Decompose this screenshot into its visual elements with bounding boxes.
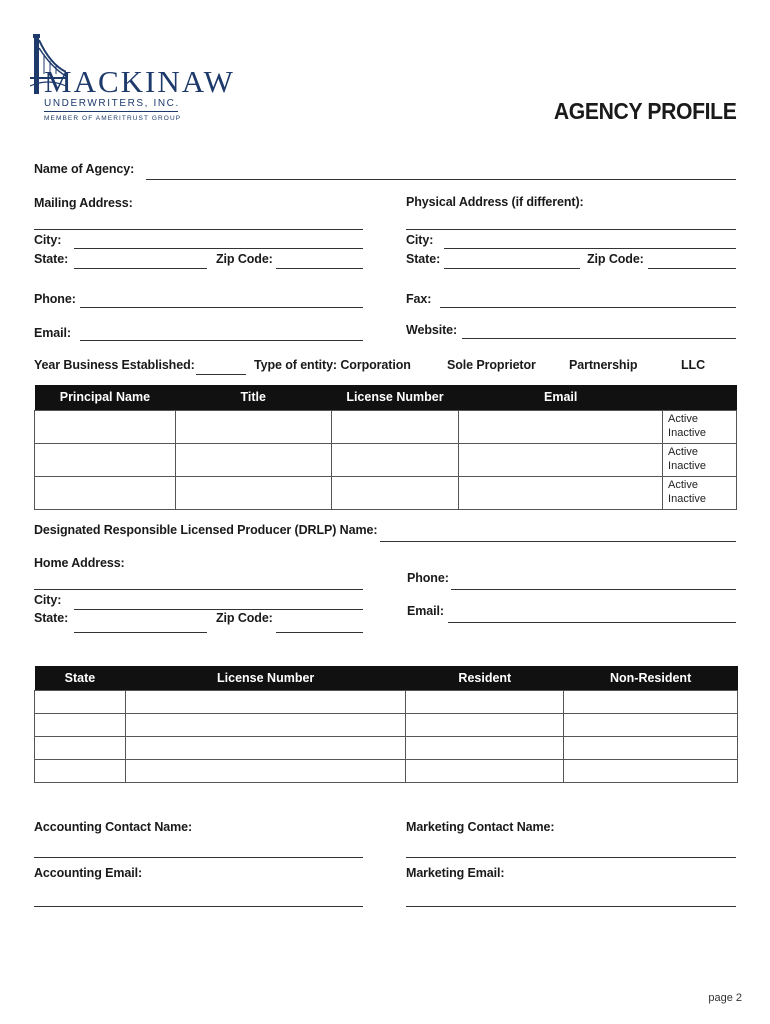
licenses-table: [34, 666, 738, 783]
resident-cell[interactable]: [406, 690, 564, 713]
home-address-label: Home Address:: [34, 556, 125, 570]
mailing-address-field[interactable]: [34, 229, 363, 230]
state-cell[interactable]: [35, 690, 126, 713]
year-established-label: Year Business Established:: [34, 358, 195, 372]
col-license-number: License Number: [125, 666, 406, 690]
marketing-contact-label: Marketing Contact Name:: [406, 820, 555, 834]
website-field[interactable]: [462, 338, 736, 339]
status-cell: [663, 476, 737, 509]
entity-type-label: Type of entity: Corporation: [254, 358, 411, 372]
principal-title-cell[interactable]: [175, 476, 331, 509]
col-state: State: [35, 666, 126, 690]
principal-name-cell[interactable]: [35, 476, 176, 509]
mailing-zip-field[interactable]: [276, 268, 363, 269]
status-active[interactable]: Active: [668, 479, 698, 491]
accounting-contact-label: Accounting Contact Name:: [34, 820, 193, 834]
col-resident: Resident: [406, 666, 564, 690]
brand-subtitle: UNDERWRITERS, INC.: [44, 98, 180, 109]
non-resident-cell[interactable]: [564, 690, 738, 713]
license-number-cell[interactable]: [125, 736, 406, 759]
mailing-city-label: City:: [34, 233, 62, 247]
year-established-field[interactable]: [196, 374, 246, 375]
phone-field[interactable]: [80, 307, 363, 308]
agency-name-label: Name of Agency:: [34, 162, 135, 176]
status-cell: [663, 443, 737, 476]
col-non-resident: Non-Resident: [564, 666, 738, 690]
page-number: page 2: [708, 992, 742, 1004]
col-email: Email: [459, 385, 663, 410]
physical-state-label: State:: [406, 252, 441, 266]
brand-divider: [44, 111, 178, 112]
table-row: [35, 759, 738, 782]
principal-email-cell[interactable]: [459, 410, 663, 443]
table-row: [35, 443, 737, 476]
principal-email-cell[interactable]: [459, 476, 663, 509]
drlp-phone-field[interactable]: [451, 589, 736, 590]
physical-address-label: Physical Address (if different):: [406, 195, 584, 209]
drlp-name-field[interactable]: [380, 541, 736, 542]
col-principal-name: Principal Name: [35, 385, 176, 410]
drlp-state-label: State:: [34, 611, 69, 625]
state-cell[interactable]: [35, 736, 126, 759]
physical-zip-label: Zip Code:: [587, 252, 644, 266]
marketing-email-field[interactable]: [406, 906, 736, 907]
license-number-cell[interactable]: [125, 690, 406, 713]
license-number-cell[interactable]: [125, 759, 406, 782]
non-resident-cell[interactable]: [564, 759, 738, 782]
accounting-contact-field[interactable]: [34, 857, 363, 858]
principal-title-cell[interactable]: [175, 410, 331, 443]
non-resident-cell[interactable]: [564, 713, 738, 736]
page-title: AGENCY PROFILE: [553, 98, 736, 124]
website-label: Website:: [406, 323, 458, 337]
marketing-contact-field[interactable]: [406, 857, 736, 858]
status-inactive[interactable]: Inactive: [668, 426, 706, 439]
principal-license-cell[interactable]: [331, 410, 459, 443]
phone-label: Phone:: [34, 292, 76, 306]
principals-header-row: [35, 385, 737, 410]
fax-field[interactable]: [440, 307, 736, 308]
physical-address-field[interactable]: [406, 229, 736, 230]
marketing-email-label: Marketing Email:: [406, 866, 505, 880]
home-address-field[interactable]: [34, 589, 363, 590]
state-cell[interactable]: [35, 713, 126, 736]
non-resident-cell[interactable]: [564, 736, 738, 759]
status-inactive[interactable]: Inactive: [668, 492, 706, 505]
table-row: [35, 713, 738, 736]
licenses-header-row: [35, 666, 738, 690]
status-cell: [663, 410, 737, 443]
principal-license-cell[interactable]: [331, 443, 459, 476]
table-row: [35, 690, 738, 713]
drlp-city-label: City:: [34, 593, 62, 607]
principal-license-cell[interactable]: [331, 476, 459, 509]
drlp-email-label: Email:: [407, 604, 444, 618]
status-inactive[interactable]: Inactive: [668, 459, 706, 472]
drlp-phone-label: Phone:: [407, 571, 449, 585]
drlp-name-label: Designated Responsible Licensed Producer (DRLP) Name:: [34, 523, 378, 537]
license-number-cell[interactable]: [125, 713, 406, 736]
physical-city-field[interactable]: [444, 248, 736, 249]
col-status: [663, 385, 737, 410]
principals-table: [34, 385, 737, 510]
drlp-email-field[interactable]: [448, 622, 736, 623]
principal-title-cell[interactable]: [175, 443, 331, 476]
resident-cell[interactable]: [406, 759, 564, 782]
accounting-email-field[interactable]: [34, 906, 363, 907]
brand-name: MACKINAW: [44, 64, 235, 99]
physical-state-field[interactable]: [444, 268, 580, 269]
col-title: Title: [175, 385, 331, 410]
entity-option-sole-proprietor[interactable]: Sole Proprietor: [447, 358, 536, 372]
accounting-email-label: Accounting Email:: [34, 866, 143, 880]
drlp-zip-label: Zip Code:: [216, 611, 273, 625]
status-active[interactable]: Active: [668, 413, 698, 425]
drlp-zip-field[interactable]: [276, 632, 363, 633]
principal-name-cell[interactable]: [35, 410, 176, 443]
status-active[interactable]: Active: [668, 446, 698, 458]
table-row: [35, 736, 738, 759]
entity-option-partnership[interactable]: Partnership: [569, 358, 638, 372]
state-cell[interactable]: [35, 759, 126, 782]
principal-name-cell[interactable]: [35, 443, 176, 476]
resident-cell[interactable]: [406, 736, 564, 759]
physical-zip-field[interactable]: [648, 268, 736, 269]
table-row: [35, 476, 737, 509]
col-license-number: License Number: [331, 385, 459, 410]
email-label: Email:: [34, 326, 71, 340]
agency-name-field[interactable]: [146, 179, 736, 180]
drlp-city-field[interactable]: [74, 609, 363, 610]
drlp-state-field[interactable]: [74, 632, 207, 633]
mailing-state-label: State:: [34, 252, 69, 266]
table-row: [35, 410, 737, 443]
email-field[interactable]: [80, 340, 363, 341]
entity-option-llc[interactable]: LLC: [681, 358, 705, 372]
mailing-city-field[interactable]: [74, 248, 363, 249]
fax-label: Fax:: [406, 292, 432, 306]
principal-email-cell[interactable]: [459, 443, 663, 476]
mailing-zip-label: Zip Code:: [216, 252, 273, 266]
brand-member: MEMBER OF AMERITRUST GROUP: [44, 115, 182, 122]
physical-city-label: City:: [406, 233, 434, 247]
resident-cell[interactable]: [406, 713, 564, 736]
mailing-address-label: Mailing Address:: [34, 196, 133, 210]
mailing-state-field[interactable]: [74, 268, 207, 269]
